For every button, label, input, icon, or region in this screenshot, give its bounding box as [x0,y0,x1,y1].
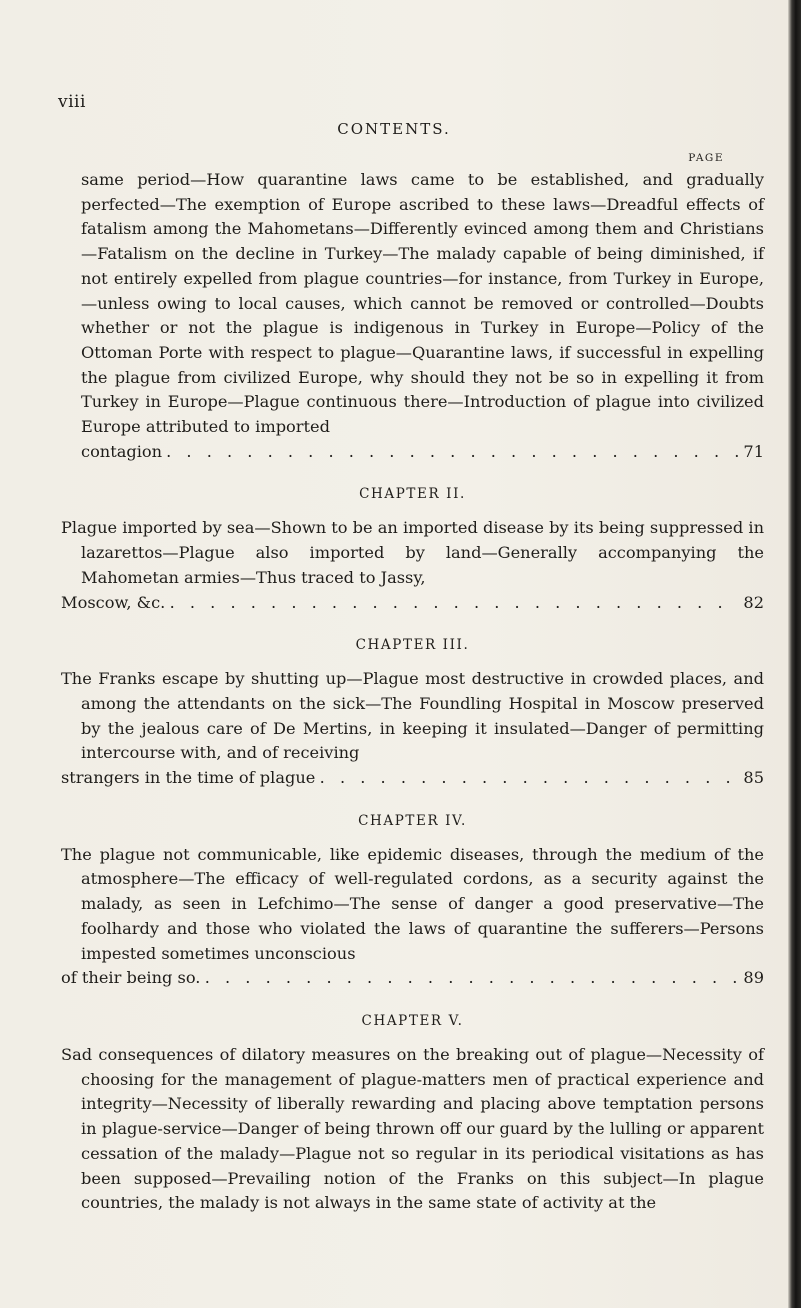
chapter-summary-text: The Franks escape by shutting up—Plague most destructive in crowded places, and among the attendants on the sick—The Foundling Hospital in Moscow preserved by the jealous care of De Mertins, in keeping it insulated—Danger of permitting intercourse with, and of receiving [61,669,764,763]
chapter-summary-text: The plague not communicable, like epidemic diseases, through the medium of the atmosphere—The efficacy of well-regulated cordons, as a security against the malady, as seen in Lefchimo—The sense of danger a good preservative—The foolhardy and those who violated the laws of quarantine the sufferers—Persons impested sometimes unconscious [61,844,764,963]
chapter-heading: CHAPTER V. [361,1012,464,1029]
chapter-2 [61,486,764,615]
folio-number: viii [58,92,86,112]
chapter-summary-text: Plague imported by sea—Shown to be an imported disease by its being suppressed in lazarettos—Plague also imported by land—Generally accompanying the Mahometan armies—Thus traced to Jassy, [61,518,764,587]
chapter-heading: CHAPTER IV. [358,812,467,829]
chapter-summary [61,1043,764,1216]
continued-entry [61,168,764,464]
running-head: CONTENTS. [337,120,451,138]
chapter-summary-last-line [61,591,764,616]
chapter-summary-text: Sad consequences of dilatory measures on the breaking out of plague—Necessity of choosing for the management of plague-matters men of practical experience and integrity—Necessity of liberally rewarding and placing above temptation persons in plague-service—Danger of being thrown off our guard by the lulling or apparent cessation of the malady—Plague not so regular in its periodical visitations as has been supposed—Prevailing notion of the Franks on this subject—In plague countries, the malady is not always in the same state of activity at the [61,1044,764,1213]
contents-list [61,168,764,1216]
chapter-page-number: 89 [743,968,764,988]
chapter-summary [61,516,764,615]
dot-leader [166,440,738,465]
chapter-summary [61,667,764,791]
chapter-summary-last-text: Moscow, &c. [61,592,166,612]
chapter-summary-last-line [61,966,764,991]
page-edge-shadow [788,0,801,1308]
chapter-summary-last-text: of their being so. [61,968,201,988]
continued-entry-page-number: 71 [743,441,764,461]
chapter-heading: CHAPTER II. [359,486,466,503]
chapter-5 [61,1013,764,1216]
chapter-summary [61,843,764,991]
dot-leader [319,766,738,791]
page-column-label: PAGE [688,152,724,164]
chapter-heading: CHAPTER III. [355,637,470,654]
chapter-page-number: 85 [743,768,764,788]
continued-entry-text: same period—How quarantine laws came to be established, and gradually perfected—The exemption of Europe ascribed to these laws—Dreadful effects of fatalism among the Mahometans—Differently evinced among them and Christians—Fatalism on the decline in Turkey—The malady capable of being diminished, if not entirely expelled from plague countries—for instance, from Turkey in Europe,—unless owing to local causes, which cannot be removed or controlled—Doubts whether or not the plague is indigenous in Turkey in Europe—Policy of the Ottoman Porte with respect to plague—Quarantine laws, if successful in expelling the plague from civilized Europe, why should they not be so in expelling it from Turkey in Europe—Plague continuous there—Introduction of plague into civilized Europe attributed to imported [81,170,764,437]
chapter-page-number: 82 [743,592,764,612]
chapter-summary-last-text: strangers in the time of plague [61,768,316,788]
chapter-4 [61,813,764,991]
dot-leader [204,966,738,991]
continued-entry-last-text: contagion [81,441,163,461]
chapter-summary-last-line [61,766,764,791]
dot-leader [169,591,738,616]
chapter-3 [61,637,764,791]
continued-entry-last-line [81,440,764,465]
